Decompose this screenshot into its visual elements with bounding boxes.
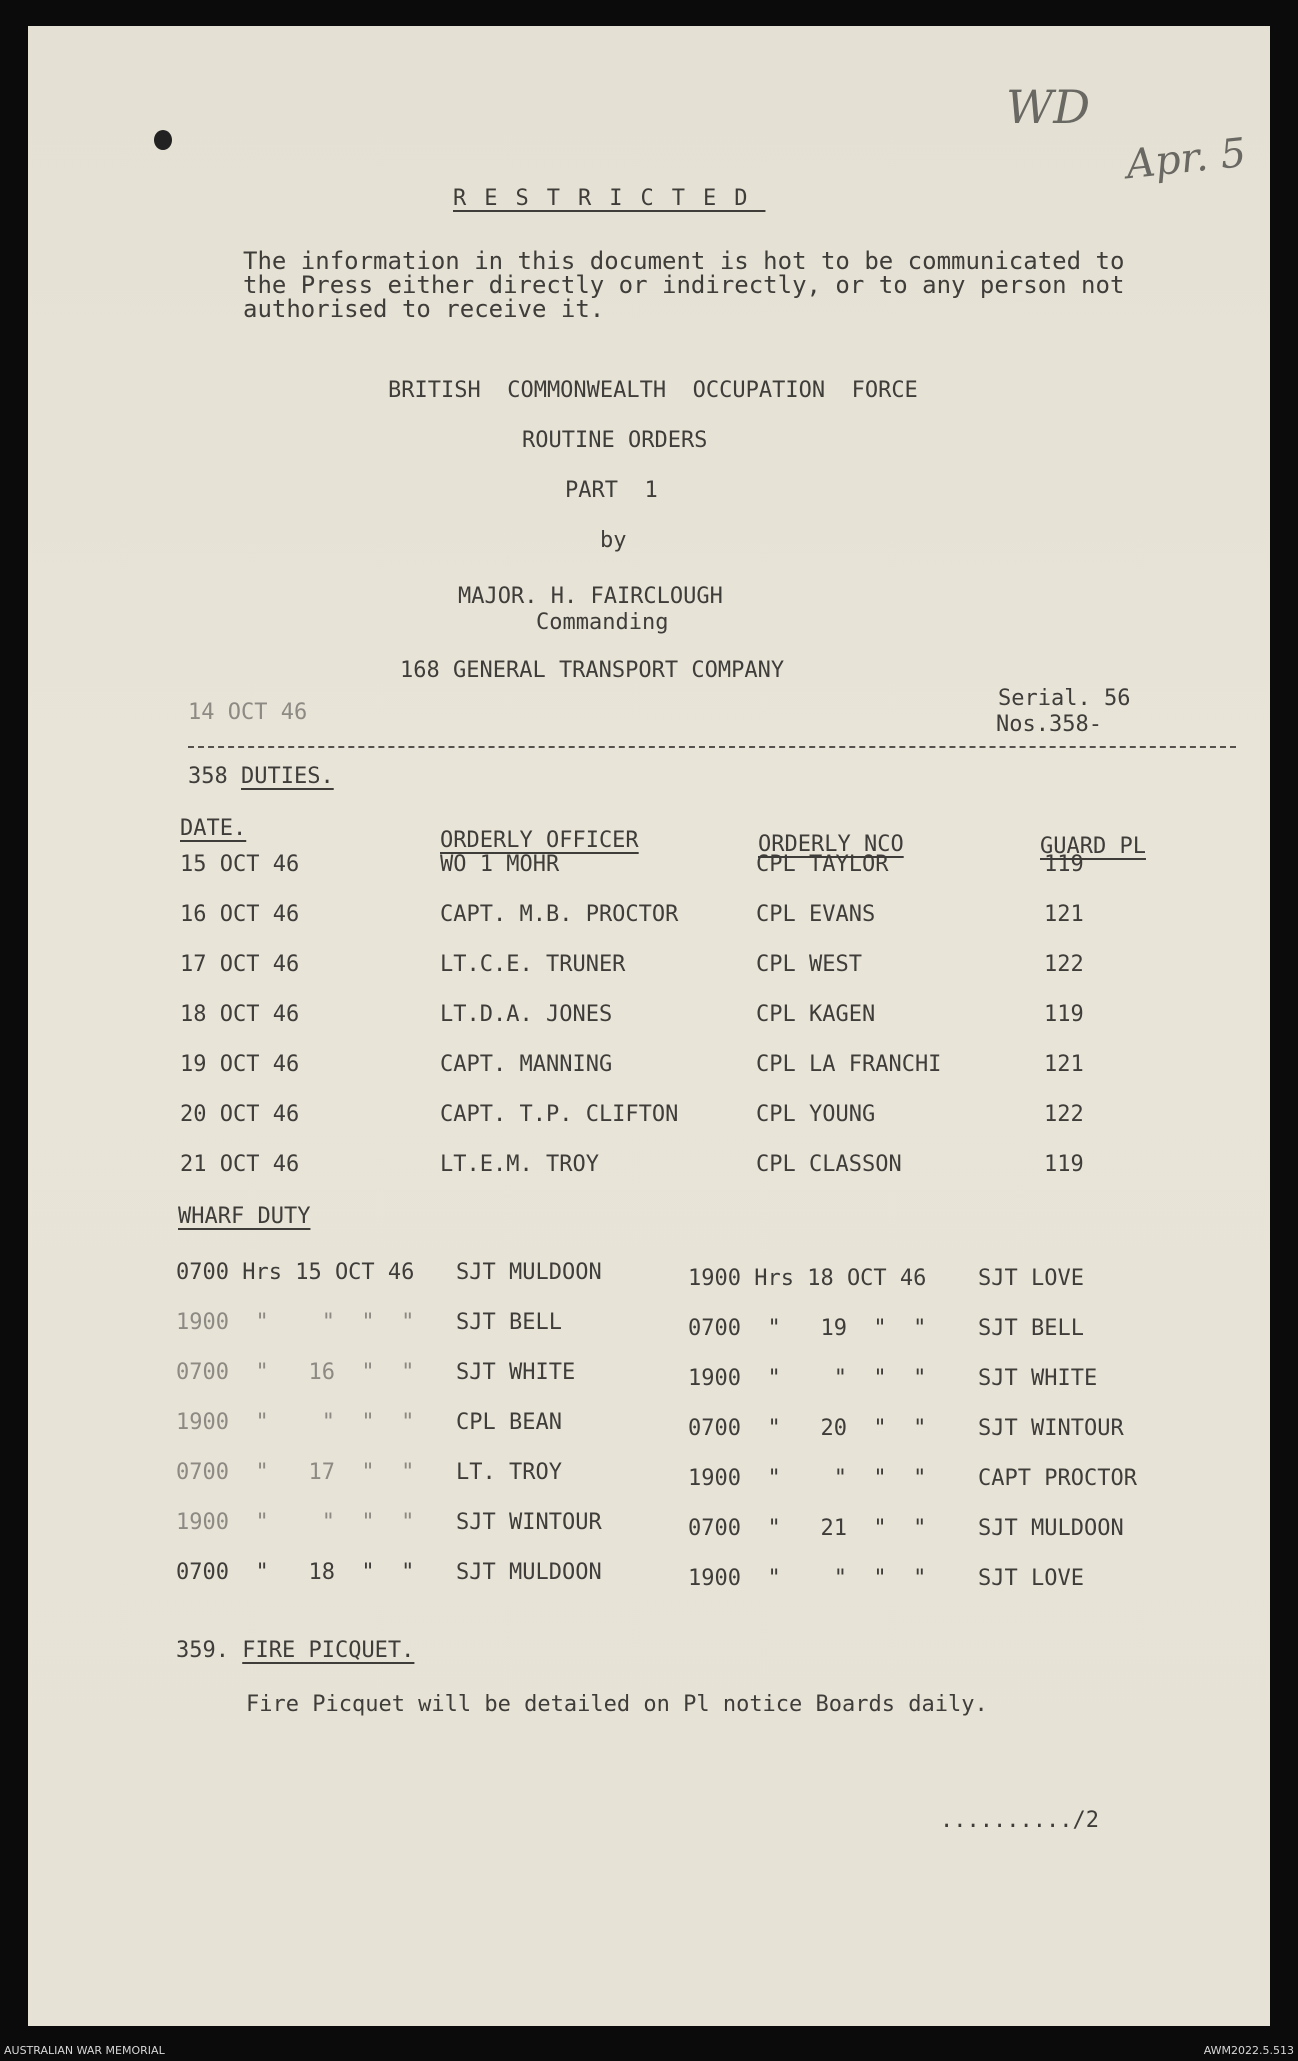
notice-line: authorised to receive it. bbox=[243, 295, 605, 323]
wharf-name: SJT BELL bbox=[456, 1310, 562, 1335]
part-number: PART 1 bbox=[565, 478, 658, 503]
security-notice bbox=[243, 249, 1124, 321]
cell-nco: CPL KAGEN bbox=[756, 1002, 876, 1027]
col-guard-pl: GUARD PL bbox=[1040, 834, 1146, 859]
cell-officer: LT.C.E. TRUNER bbox=[440, 952, 626, 977]
cell-date: 17 OCT 46 bbox=[180, 952, 300, 977]
by-line: by bbox=[600, 528, 627, 553]
wharf-name: SJT MULDOON bbox=[456, 1560, 602, 1585]
section-359-heading bbox=[176, 1638, 414, 1663]
cell-guard: 122 bbox=[1044, 952, 1084, 977]
col-date: DATE. bbox=[180, 816, 247, 841]
cell-date: 18 OCT 46 bbox=[180, 1002, 300, 1027]
cell-officer: CAPT. T.P. CLIFTON bbox=[440, 1102, 679, 1127]
cell-guard: 121 bbox=[1044, 1052, 1084, 1077]
cell-guard: 122 bbox=[1044, 1102, 1084, 1127]
wharf-name: SJT WINTOUR bbox=[978, 1416, 1124, 1441]
wharf-name: SJT WHITE bbox=[456, 1360, 576, 1385]
notice-line: the Press either directly or indirectly, or to any person not bbox=[243, 271, 1125, 299]
handwritten-wd: WD bbox=[1006, 80, 1091, 134]
wharf-time: 0700 " 20 " " bbox=[688, 1416, 927, 1441]
cell-date: 15 OCT 46 bbox=[180, 852, 300, 877]
wharf-name: SJT WINTOUR bbox=[456, 1510, 602, 1535]
cell-nco: CPL LA FRANCHI bbox=[756, 1052, 942, 1077]
order-numbers: Nos.358- bbox=[996, 712, 1102, 737]
cell-guard: 121 bbox=[1044, 902, 1084, 927]
section-number: 359. bbox=[176, 1638, 229, 1663]
wharf-name: SJT MULDOON bbox=[456, 1260, 602, 1285]
wharf-duty-heading: WHARF DUTY bbox=[178, 1204, 311, 1229]
punch-hole bbox=[154, 130, 172, 150]
cell-date: 19 OCT 46 bbox=[180, 1052, 300, 1077]
wharf-time: 1900 " " " " bbox=[688, 1566, 927, 1591]
cell-nco: CPL TAYLOR bbox=[756, 852, 889, 877]
col-orderly-nco: ORDERLY NCO bbox=[758, 832, 904, 857]
wharf-time: 1900 " " " " bbox=[688, 1466, 927, 1491]
serial-number: Serial. 56 bbox=[998, 686, 1131, 711]
wharf-time: 0700 " 16 " " bbox=[176, 1360, 415, 1385]
cell-guard: 119 bbox=[1044, 852, 1084, 877]
wharf-name: SJT LOVE bbox=[978, 1566, 1084, 1591]
footer-credit: AUSTRALIAN WAR MEMORIAL bbox=[4, 2044, 165, 2057]
document-title: ROUTINE ORDERS bbox=[522, 428, 708, 453]
wharf-time: 1900 " " " " bbox=[688, 1366, 927, 1391]
officer-role: Commanding bbox=[536, 610, 669, 635]
footer-reference: AWM2022.5.513 bbox=[1203, 2044, 1294, 2057]
cell-date: 21 OCT 46 bbox=[180, 1152, 300, 1177]
document-page bbox=[28, 26, 1270, 2026]
cell-officer: CAPT. MANNING bbox=[440, 1052, 613, 1077]
wharf-name: SJT LOVE bbox=[978, 1266, 1084, 1291]
cell-officer: LT.E.M. TROY bbox=[440, 1152, 599, 1177]
wharf-time: 0700 " 19 " " bbox=[688, 1316, 927, 1341]
wharf-time: 1900 " " " " bbox=[176, 1510, 415, 1535]
continuation-marker: ........../2 bbox=[940, 1808, 1099, 1833]
section-number: 358 bbox=[188, 764, 228, 789]
cell-nco: CPL YOUNG bbox=[756, 1102, 876, 1127]
wharf-time: 0700 Hrs 15 OCT 46 bbox=[176, 1260, 415, 1285]
wharf-name: CAPT PROCTOR bbox=[978, 1466, 1137, 1491]
cell-officer: CAPT. M.B. PROCTOR bbox=[440, 902, 679, 927]
wharf-time: 1900 " " " " bbox=[176, 1410, 415, 1435]
wharf-time: 0700 " 21 " " bbox=[688, 1516, 927, 1541]
section-title: DUTIES. bbox=[241, 764, 334, 789]
cell-nco: CPL EVANS bbox=[756, 902, 876, 927]
commanding-officer: MAJOR. H. FAIRCLOUGH bbox=[458, 584, 723, 609]
notice-line: The information in this document is hot to be communicated to bbox=[243, 247, 1125, 275]
section-358-heading bbox=[188, 764, 334, 789]
cell-guard: 119 bbox=[1044, 1152, 1084, 1177]
fire-picquet-text: Fire Picquet will be detailed on Pl notice Boards daily. bbox=[246, 1692, 988, 1717]
wharf-name: SJT MULDOON bbox=[978, 1516, 1124, 1541]
cell-date: 16 OCT 46 bbox=[180, 902, 300, 927]
restricted-heading: RESTRICTED bbox=[453, 186, 766, 211]
section-title: FIRE PICQUET. bbox=[242, 1638, 415, 1663]
cell-officer: LT.D.A. JONES bbox=[440, 1002, 613, 1027]
unit-name: 168 GENERAL TRANSPORT COMPANY bbox=[400, 658, 785, 683]
cell-date: 20 OCT 46 bbox=[180, 1102, 300, 1127]
col-orderly-officer: ORDERLY OFFICER bbox=[440, 828, 639, 853]
wharf-time: 1900 " " " " bbox=[176, 1310, 415, 1335]
separator-line bbox=[188, 746, 1236, 748]
cell-nco: CPL CLASSON bbox=[756, 1152, 902, 1177]
wharf-name: LT. TROY bbox=[456, 1460, 562, 1485]
order-date: 14 OCT 46 bbox=[188, 700, 308, 725]
cell-guard: 119 bbox=[1044, 1002, 1084, 1027]
wharf-time: 0700 " 17 " " bbox=[176, 1460, 415, 1485]
org-name: BRITISH COMMONWEALTH OCCUPATION FORCE bbox=[388, 378, 918, 403]
cell-officer: WO 1 MOHR bbox=[440, 852, 560, 877]
wharf-time: 1900 Hrs 18 OCT 46 bbox=[688, 1266, 927, 1291]
handwritten-date-note: Apr. 5 bbox=[1123, 129, 1249, 189]
cell-nco: CPL WEST bbox=[756, 952, 862, 977]
wharf-name: SJT WHITE bbox=[978, 1366, 1098, 1391]
wharf-name: SJT BELL bbox=[978, 1316, 1084, 1341]
wharf-name: CPL BEAN bbox=[456, 1410, 562, 1435]
wharf-time: 0700 " 18 " " bbox=[176, 1560, 415, 1585]
